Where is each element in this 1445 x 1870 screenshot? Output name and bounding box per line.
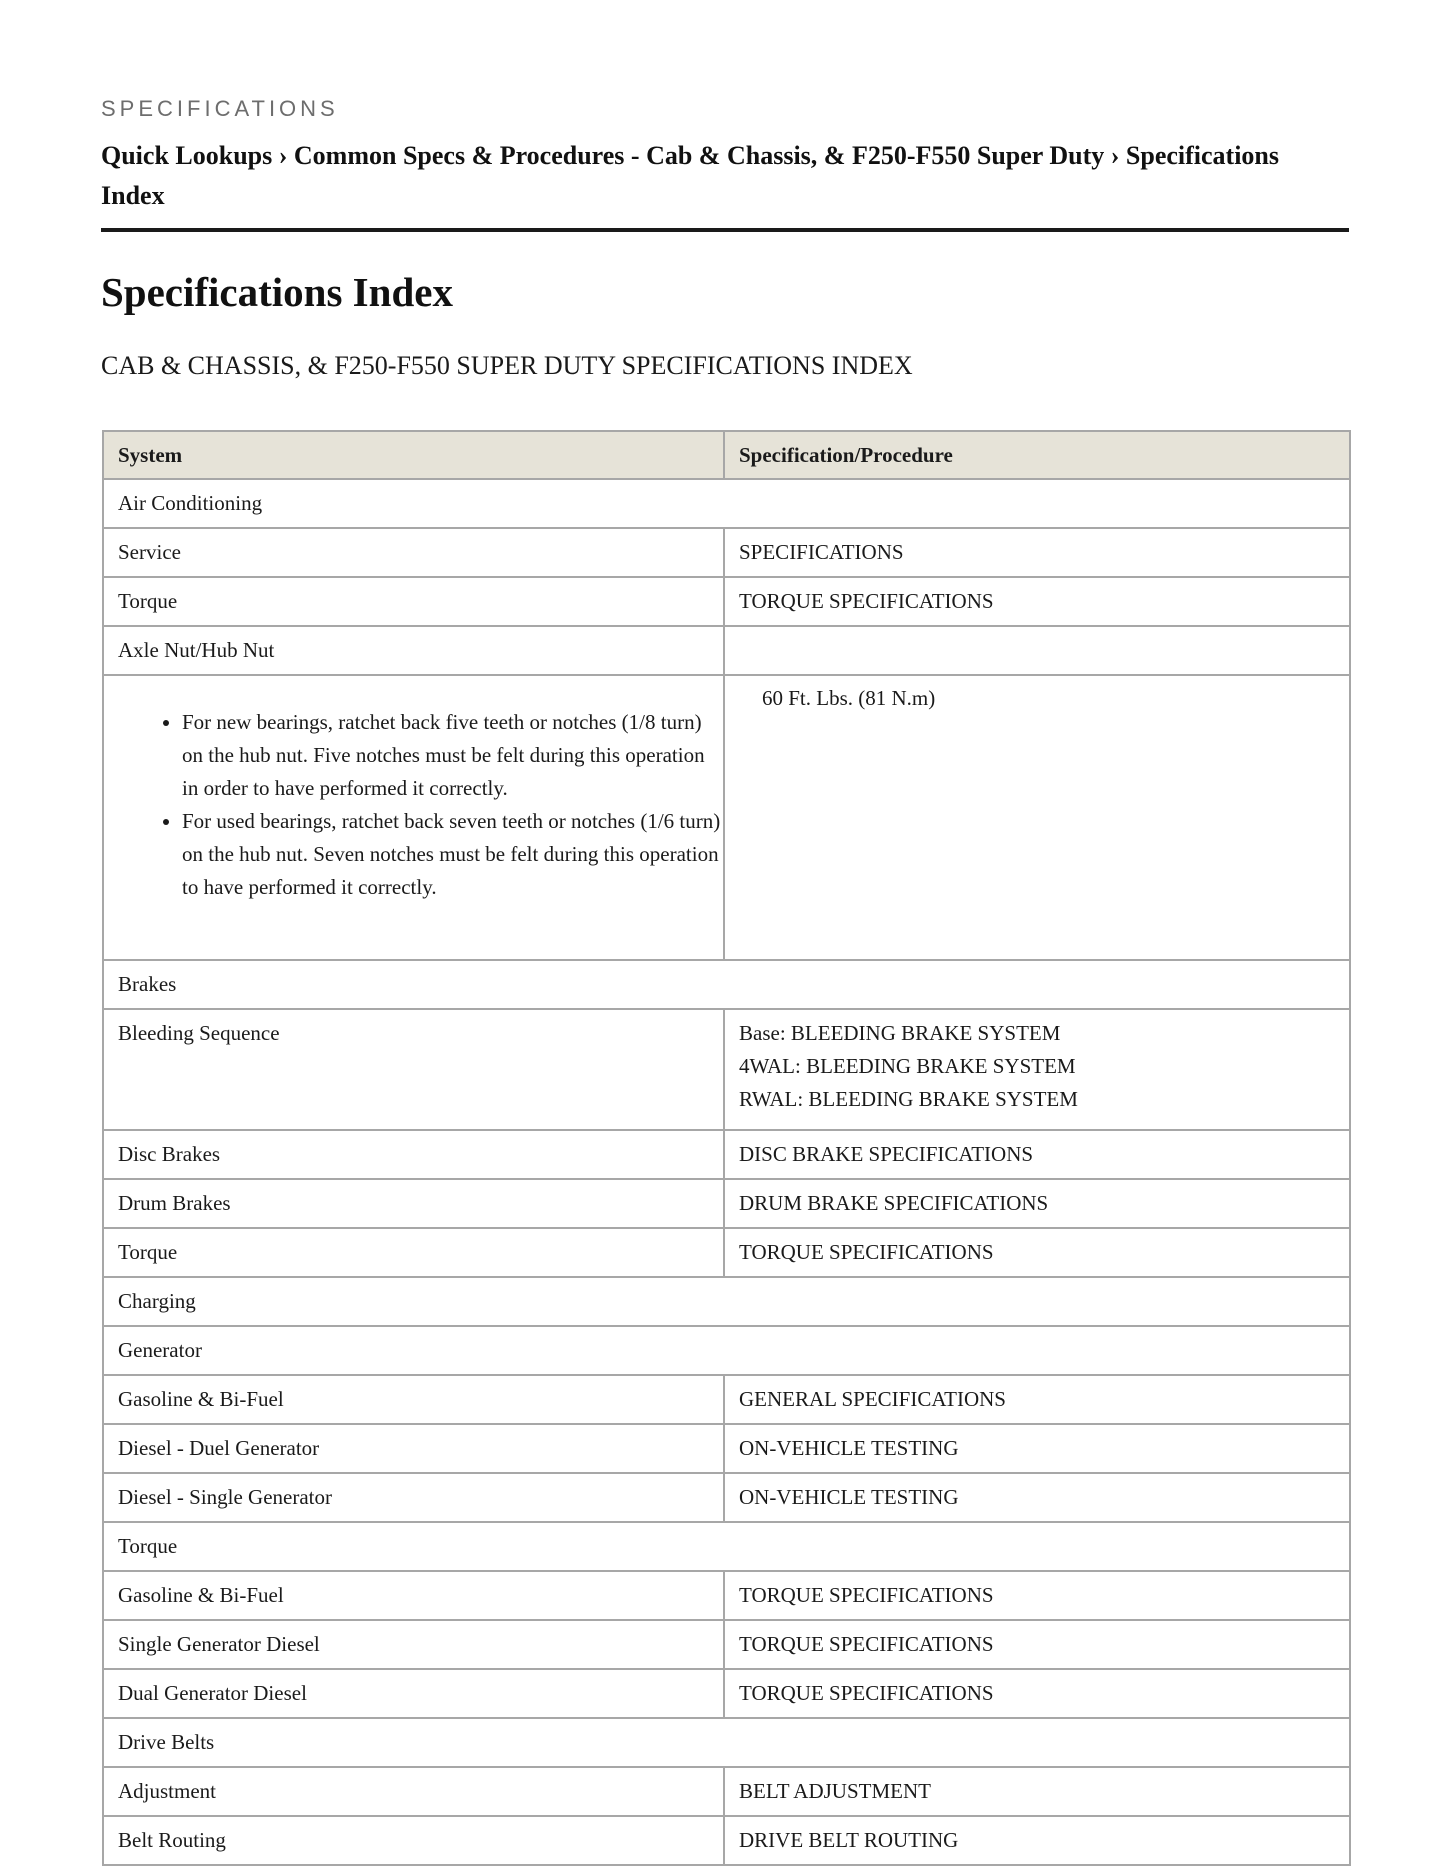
table-row xyxy=(103,1179,1350,1228)
table-row xyxy=(103,1375,1350,1424)
table-row-group xyxy=(103,1277,1350,1326)
group-label-brakes: Brakes xyxy=(103,960,1350,1009)
breadcrumb: Quick Lookups › Common Specs & Procedures - Cab & Chassis, & F250-F550 Super Duty › Specifications Index xyxy=(101,141,1280,210)
table-row xyxy=(103,1816,1350,1865)
spec-link-disc-brake[interactable]: DISC BRAKE SPECIFICATIONS xyxy=(724,1130,1350,1179)
subgroup-label-generator: Generator xyxy=(103,1326,1350,1375)
notes-list xyxy=(118,706,723,904)
spec-link-on-vehicle-testing[interactable]: ON-VEHICLE TESTING xyxy=(724,1473,1350,1522)
table-row xyxy=(103,1767,1350,1816)
bleeding-links-cell xyxy=(724,1009,1350,1130)
table-row-subgroup xyxy=(103,1522,1350,1571)
row-label: Adjustment xyxy=(103,1767,724,1816)
spec-link-drive-belt-routing[interactable]: DRIVE BELT ROUTING xyxy=(724,1816,1350,1865)
table-row xyxy=(103,1473,1350,1522)
spec-link-on-vehicle-testing[interactable]: ON-VEHICLE TESTING xyxy=(724,1424,1350,1473)
spec-link-belt-adjustment[interactable]: BELT ADJUSTMENT xyxy=(724,1767,1350,1816)
spec-link-torque-specifications[interactable]: TORQUE SPECIFICATIONS xyxy=(724,1620,1350,1669)
section-label: SPECIFICATIONS xyxy=(101,96,339,121)
spec-link-rwal-bleeding[interactable]: RWAL: BLEEDING BRAKE SYSTEM xyxy=(739,1087,1078,1111)
table-row xyxy=(103,1130,1350,1179)
group-label-air-conditioning: Air Conditioning xyxy=(103,479,1350,528)
spec-link-torque-specifications[interactable]: TORQUE SPECIFICATIONS xyxy=(724,1669,1350,1718)
empty-cell xyxy=(724,626,1350,675)
table-row-subgroup xyxy=(103,1326,1350,1375)
row-label: Single Generator Diesel xyxy=(103,1620,724,1669)
spec-link-4wal-bleeding[interactable]: 4WAL: BLEEDING BRAKE SYSTEM xyxy=(739,1054,1076,1078)
group-label-drive-belts: Drive Belts xyxy=(103,1718,1350,1767)
specifications-table xyxy=(102,430,1351,1866)
row-label: Belt Routing xyxy=(103,1816,724,1865)
row-label: Bleeding Sequence xyxy=(103,1009,724,1130)
subgroup-label-torque: Torque xyxy=(103,1522,1350,1571)
spec-link-torque-specifications[interactable]: TORQUE SPECIFICATIONS xyxy=(724,1228,1350,1277)
table-row xyxy=(103,1228,1350,1277)
column-header-system: System xyxy=(103,431,724,479)
axle-notes-cell xyxy=(103,675,724,960)
page-title: Specifications Index xyxy=(101,269,453,315)
spec-link-general-specifications[interactable]: GENERAL SPECIFICATIONS xyxy=(724,1375,1350,1424)
row-label: Service xyxy=(103,528,724,577)
table-row xyxy=(103,1571,1350,1620)
spec-link-torque-specifications[interactable]: TORQUE SPECIFICATIONS xyxy=(724,1571,1350,1620)
list-item: • For new bearings, ratchet back five teeth or notches (1/8 turn) on the hub nut. Five notches must be felt during this operation in order to have performed it correctly. xyxy=(182,706,723,805)
table-row xyxy=(103,528,1350,577)
table-row xyxy=(103,1620,1350,1669)
row-label: Diesel - Duel Generator xyxy=(103,1424,724,1473)
spec-link-specifications[interactable]: SPECIFICATIONS xyxy=(724,528,1350,577)
page-subtitle: CAB & CHASSIS, & F250-F550 SUPER DUTY SPECIFICATIONS INDEX xyxy=(101,351,913,380)
column-header-specification: Specification/Procedure xyxy=(724,431,1350,479)
row-label: Disc Brakes xyxy=(103,1130,724,1179)
table-row xyxy=(103,577,1350,626)
group-label-charging: Charging xyxy=(103,1277,1350,1326)
spec-link-drum-brake[interactable]: DRUM BRAKE SPECIFICATIONS xyxy=(724,1179,1350,1228)
row-label: Gasoline & Bi-Fuel xyxy=(103,1375,724,1424)
table-row xyxy=(103,1009,1350,1130)
row-label: Torque xyxy=(103,1228,724,1277)
list-item: • For used bearings, ratchet back seven teeth or notches (1/6 turn) on the hub nut. Seven notches must be felt during this operation to have performed it correctly. xyxy=(182,805,723,904)
spec-link-base-bleeding[interactable]: Base: BLEEDING BRAKE SYSTEM xyxy=(739,1021,1061,1045)
table-row-group xyxy=(103,479,1350,528)
row-label: Torque xyxy=(103,577,724,626)
spec-link-torque-specifications[interactable]: TORQUE SPECIFICATIONS xyxy=(724,577,1350,626)
table-row xyxy=(103,1669,1350,1718)
row-label: Dual Generator Diesel xyxy=(103,1669,724,1718)
row-label: Diesel - Single Generator xyxy=(103,1473,724,1522)
table-row xyxy=(103,626,1350,675)
table-row-notes xyxy=(103,675,1350,960)
header-divider xyxy=(101,228,1349,232)
table-row xyxy=(103,1424,1350,1473)
row-label: Drum Brakes xyxy=(103,1179,724,1228)
group-label-axle-nut: Axle Nut/Hub Nut xyxy=(103,626,724,675)
table-row-group xyxy=(103,960,1350,1009)
table-row-group xyxy=(103,1718,1350,1767)
table-header-row xyxy=(103,431,1350,479)
row-label: Gasoline & Bi-Fuel xyxy=(103,1571,724,1620)
torque-value: 60 Ft. Lbs. (81 N.m) xyxy=(724,675,1350,960)
